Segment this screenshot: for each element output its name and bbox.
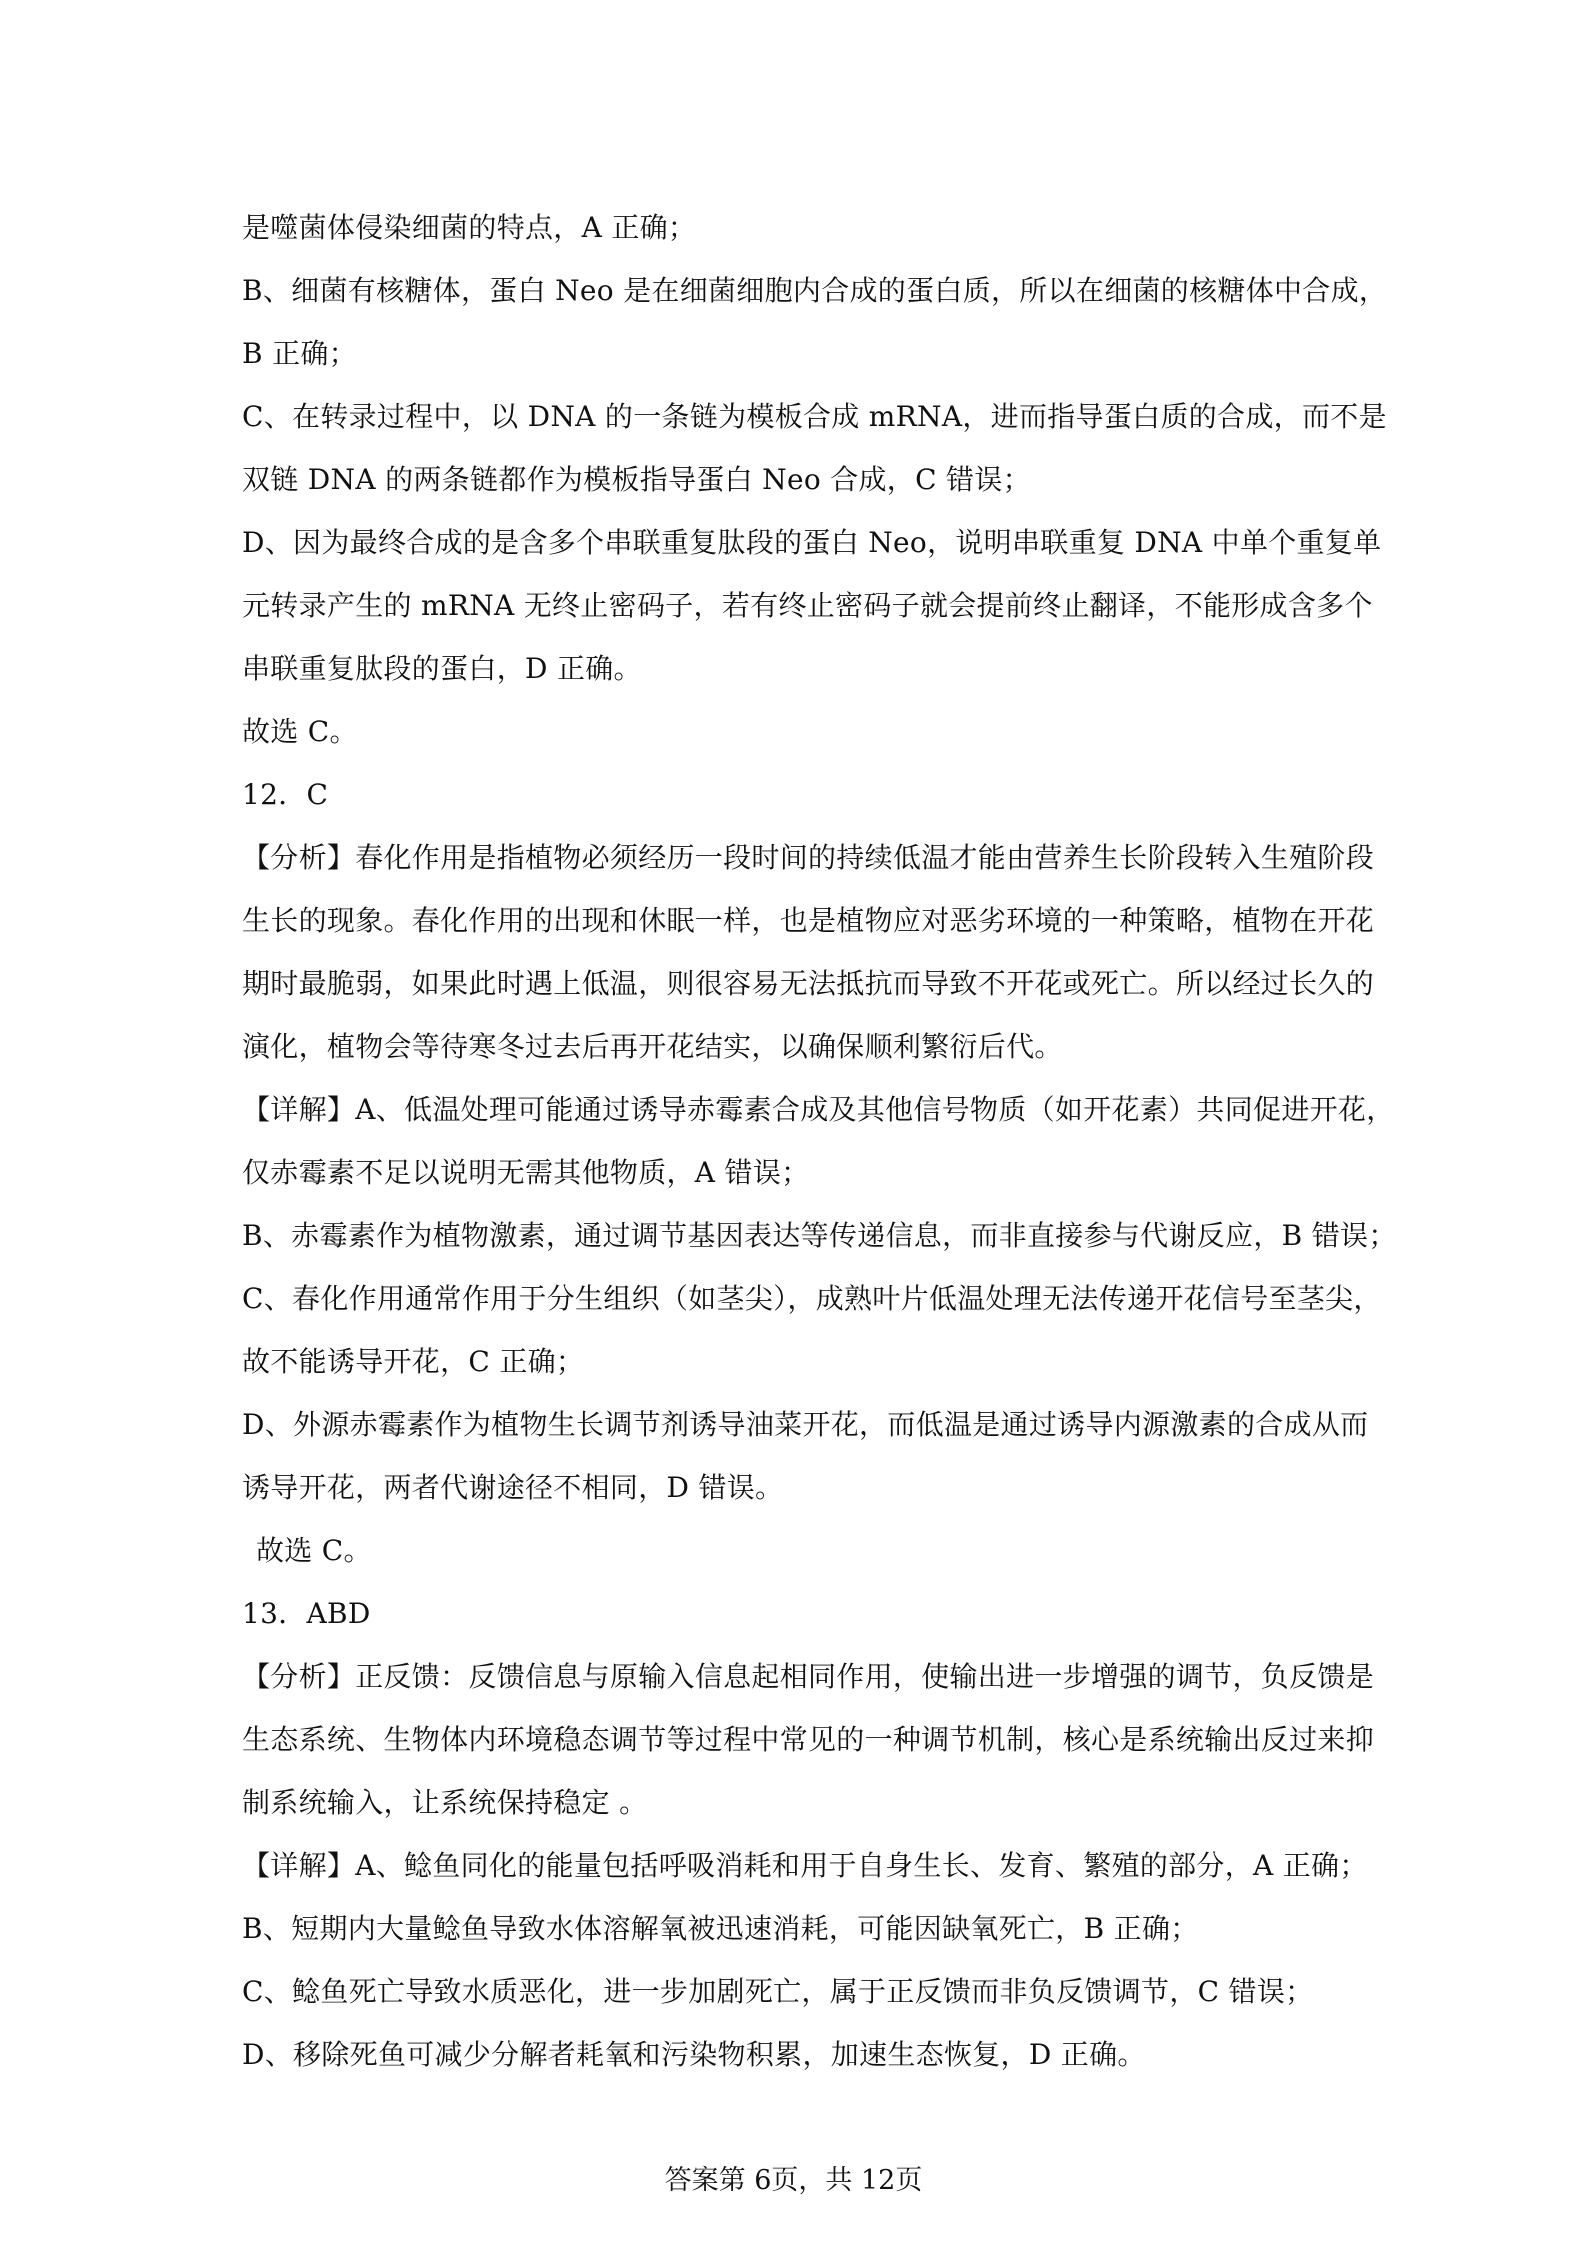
text-line: 是噬菌体侵染细菌的特点，A 正确； <box>242 211 697 244</box>
analysis-line: 【分析】正反馈：反馈信息与原输入信息起相同作用，使输出进一步增强的调节，负反馈是 <box>242 1660 1375 1693</box>
text-line: D、因为最终合成的是含多个串联重复肽段的蛋白 Neo，说明串联重复 DNA 中单个重复单 <box>242 526 1382 559</box>
text-line: 生态系统、生物体内环境稳态调节等过程中常见的一种调节机制，核心是系统输出反过来抑 <box>242 1723 1375 1756</box>
text-line: 串联重复肽段的蛋白，D 正确。 <box>242 652 642 685</box>
text-line: B 正确； <box>242 337 357 370</box>
text-line: 仅赤霉素不足以说明无需其他物质，A 错误； <box>242 1156 810 1189</box>
conclusion-line: 故选 C。 <box>242 715 358 748</box>
text-line: D、外源赤霉素作为植物生长调节剂诱导油菜开花，而低温是通过诱导内源激素的合成从而 <box>242 1408 1369 1441</box>
question-13-answer: 13．ABD <box>242 1597 371 1630</box>
text-line: 演化，植物会等待寒冬过去后再开花结实，以确保顺利繁衍后代。 <box>242 1030 1063 1063</box>
text-line: C、在转录过程中，以 DNA 的一条链为模板合成 mRNA，进而指导蛋白质的合成，而不是 <box>242 400 1387 433</box>
conclusion-line: 故选 C。 <box>256 1534 372 1567</box>
text-line: C、春化作用通常作用于分生组织（如茎尖），成熟叶片低温处理无法传递开花信号至茎尖， <box>242 1282 1382 1315</box>
detail-line: 【详解】A、鲶鱼同化的能量包括呼吸消耗和用于自身生长、发育、繁殖的部分，A 正确； <box>242 1849 1368 1882</box>
question-12-answer: 12．C <box>242 778 329 811</box>
text-line: D、移除死鱼可减少分解者耗氧和污染物积累，加速生态恢复，D 正确。 <box>242 2038 1146 2071</box>
analysis-line: 【分析】春化作用是指植物必须经历一段时间的持续低温才能由营养生长阶段转入生殖阶段 <box>242 841 1375 874</box>
text-line: B、细菌有核糖体，蛋白 Neo 是在细菌细胞内合成的蛋白质，所以在细菌的核糖体中合成， <box>242 274 1388 307</box>
text-line: 生长的现象。春化作用的出现和休眠一样，也是植物应对恶劣环境的一种策略，植物在开花 <box>242 904 1375 937</box>
text-line: 双链 DNA 的两条链都作为模板指导蛋白 Neo 合成，C 错误； <box>242 463 1031 496</box>
text-line: 故不能诱导开花，C 正确； <box>242 1345 585 1378</box>
text-line: C、鲶鱼死亡导致水质恶化，进一步加剧死亡，属于正反馈而非负反馈调节，C 错误； <box>242 1975 1314 2008</box>
answer-text-body <box>242 196 1397 2086</box>
detail-line: 【详解】A、低温处理可能通过诱导赤霉素合成及其他信号物质（如开花素）共同促进开花， <box>242 1093 1395 1126</box>
text-line: 诱导开花，两者代谢途径不相同，D 错误。 <box>242 1471 784 1504</box>
text-line: 制系统输入，让系统保持稳定 。 <box>242 1786 648 1819</box>
text-line: B、短期内大量鲶鱼导致水体溶解氧被迅速消耗，可能因缺氧死亡，B 正确； <box>242 1912 1199 1945</box>
text-line: B、赤霉素作为植物激素，通过调节基因表达等传递信息，而非直接参与代谢反应，B 错误； <box>242 1219 1397 1252</box>
text-line: 元转录产生的 mRNA 无终止密码子，若有终止密码子就会提前终止翻译，不能形成含多个 <box>242 589 1373 622</box>
text-line: 期时最脆弱，如果此时遇上低温，则很容易无法抵抗而导致不开花或死亡。所以经过长久的 <box>242 967 1375 1000</box>
page-footer: 答案第 6页，共 12页 <box>664 2165 923 2196</box>
